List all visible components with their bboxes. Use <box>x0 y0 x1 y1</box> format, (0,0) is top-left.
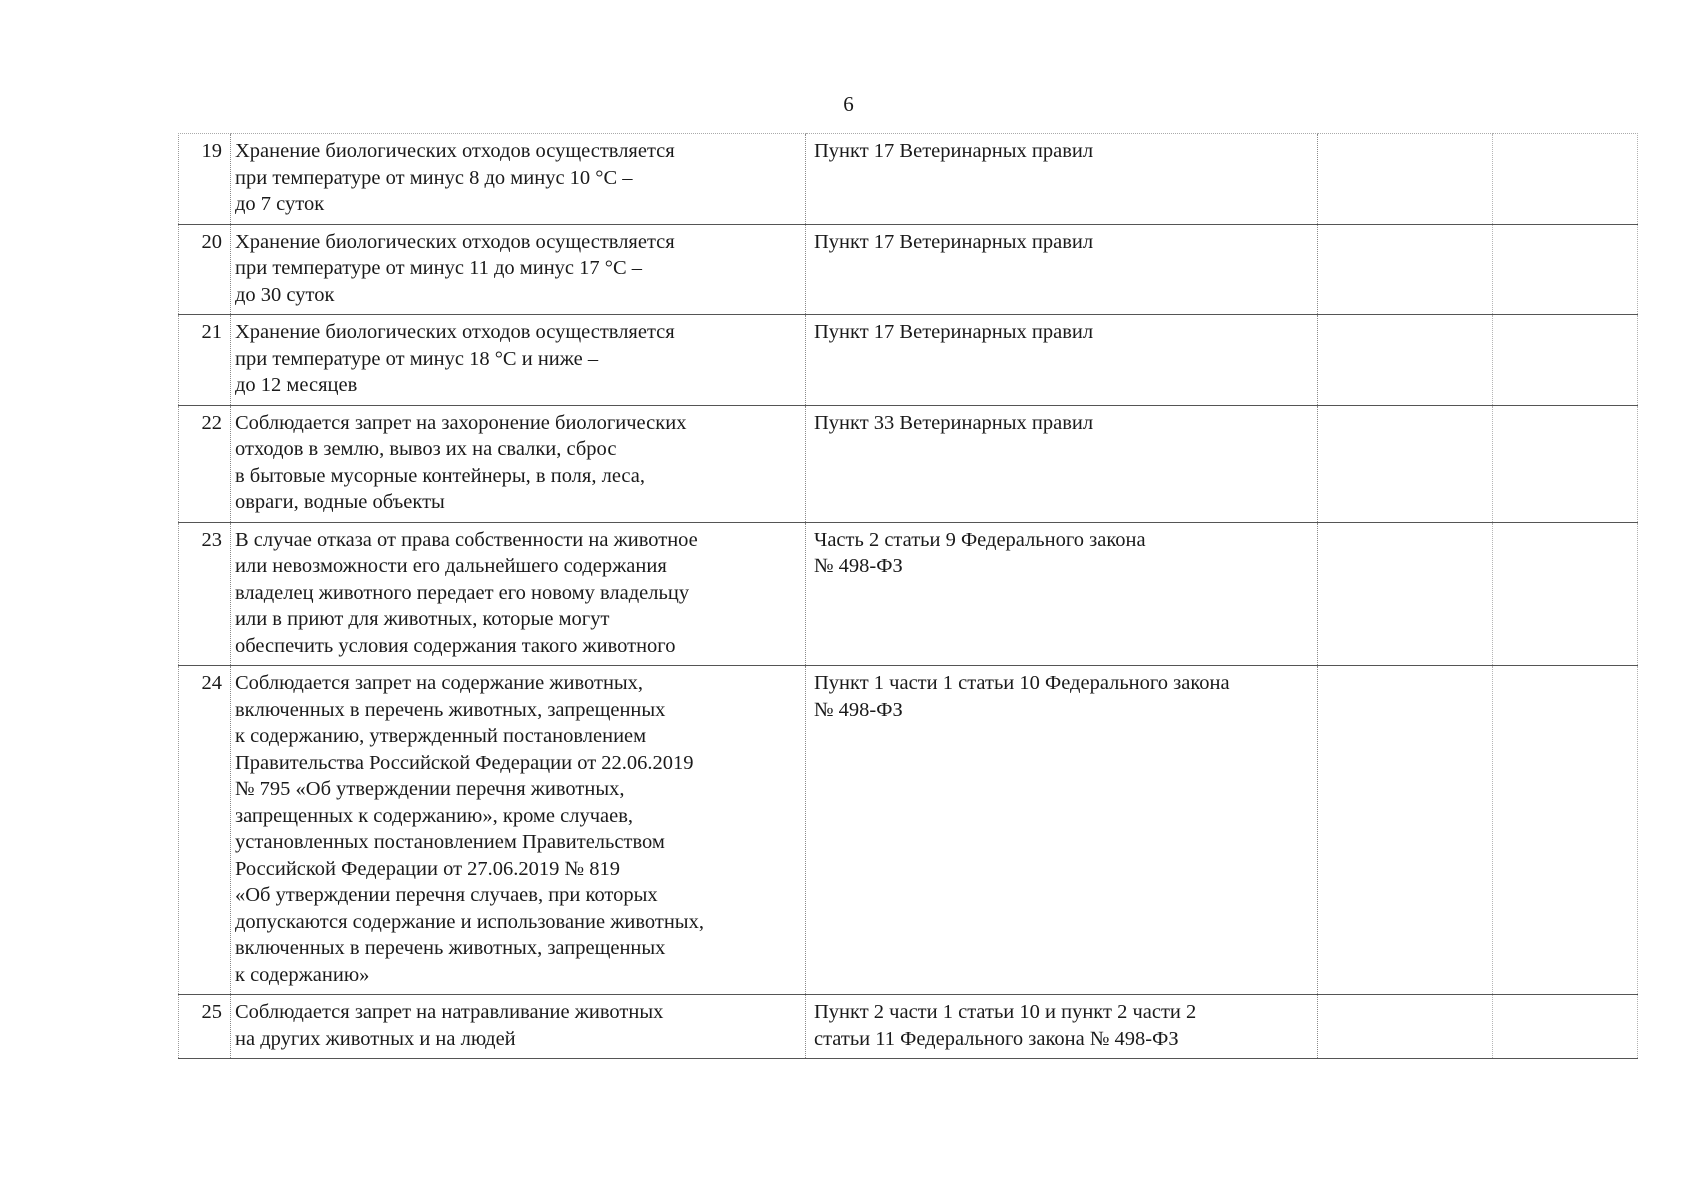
legal-reference: Пункт 1 части 1 статьи 10 Федерального закона № 498-ФЗ <box>806 666 1318 995</box>
row-number: 22 <box>179 405 231 522</box>
requirement-text: Хранение биологических отходов осуществляется при температуре от минус 18 °С и ниже – до 12 месяцев <box>231 315 806 406</box>
empty-cell <box>1318 405 1493 522</box>
requirements-table <box>178 133 1638 1059</box>
row-number: 23 <box>179 522 231 666</box>
legal-reference: Пункт 33 Ветеринарных правил <box>806 405 1318 522</box>
empty-cell <box>1318 224 1493 315</box>
row-number: 25 <box>179 995 231 1059</box>
empty-cell <box>1493 224 1638 315</box>
empty-cell <box>1318 995 1493 1059</box>
empty-cell <box>1318 315 1493 406</box>
legal-reference: Пункт 17 Ветеринарных правил <box>806 134 1318 225</box>
row-number: 19 <box>179 134 231 225</box>
empty-cell <box>1493 405 1638 522</box>
table-row <box>179 405 1638 522</box>
table-row <box>179 522 1638 666</box>
empty-cell <box>1318 134 1493 225</box>
page-number: 6 <box>843 92 854 116</box>
row-number: 21 <box>179 315 231 406</box>
legal-reference: Пункт 17 Ветеринарных правил <box>806 224 1318 315</box>
requirement-text: В случае отказа от права собственности на животное или невозможности его дальнейшего содержания владелец животного передает его новому владельцу или в приют для животных, которые могут обеспечить условия содержания такого животного <box>231 522 806 666</box>
empty-cell <box>1318 666 1493 995</box>
row-number: 20 <box>179 224 231 315</box>
empty-cell <box>1493 315 1638 406</box>
empty-cell <box>1493 995 1638 1059</box>
requirement-text: Хранение биологических отходов осуществляется при температуре от минус 8 до минус 10 °С – до 7 суток <box>231 134 806 225</box>
requirement-text: Соблюдается запрет на захоронение биологических отходов в землю, вывоз их на свалки, сброс в бытовые мусорные контейнеры, в поля, леса, овраги, водные объекты <box>231 405 806 522</box>
empty-cell <box>1493 134 1638 225</box>
legal-reference: Часть 2 статьи 9 Федерального закона № 498-ФЗ <box>806 522 1318 666</box>
table-row <box>179 224 1638 315</box>
row-number: 24 <box>179 666 231 995</box>
table-row <box>179 315 1638 406</box>
empty-cell <box>1493 666 1638 995</box>
table-row <box>179 134 1638 225</box>
table-row <box>179 666 1638 995</box>
empty-cell <box>1318 522 1493 666</box>
table-row <box>179 995 1638 1059</box>
legal-reference: Пункт 17 Ветеринарных правил <box>806 315 1318 406</box>
legal-reference: Пункт 2 части 1 статьи 10 и пункт 2 части 2 статьи 11 Федерального закона № 498-ФЗ <box>806 995 1318 1059</box>
requirement-text: Соблюдается запрет на натравливание животных на других животных и на людей <box>231 995 806 1059</box>
empty-cell <box>1493 522 1638 666</box>
requirement-text: Хранение биологических отходов осуществляется при температуре от минус 11 до минус 17 °С – до 30 суток <box>231 224 806 315</box>
requirement-text: Соблюдается запрет на содержание животных, включенных в перечень животных, запрещенных к содержанию, утвержденный постановлением Правительства Российской Федерации от 22.06.2019 № 795 «Об утверждении перечня животных, запрещенных к содержанию», кроме случаев, установленных постановлением Правительством Российской Федерации от 27.06.2019 № 819 «Об утверждении перечня случаев, при которых допускаются содержание и использование животных, включенных в перечень животных, запрещенных к содержанию» <box>231 666 806 995</box>
